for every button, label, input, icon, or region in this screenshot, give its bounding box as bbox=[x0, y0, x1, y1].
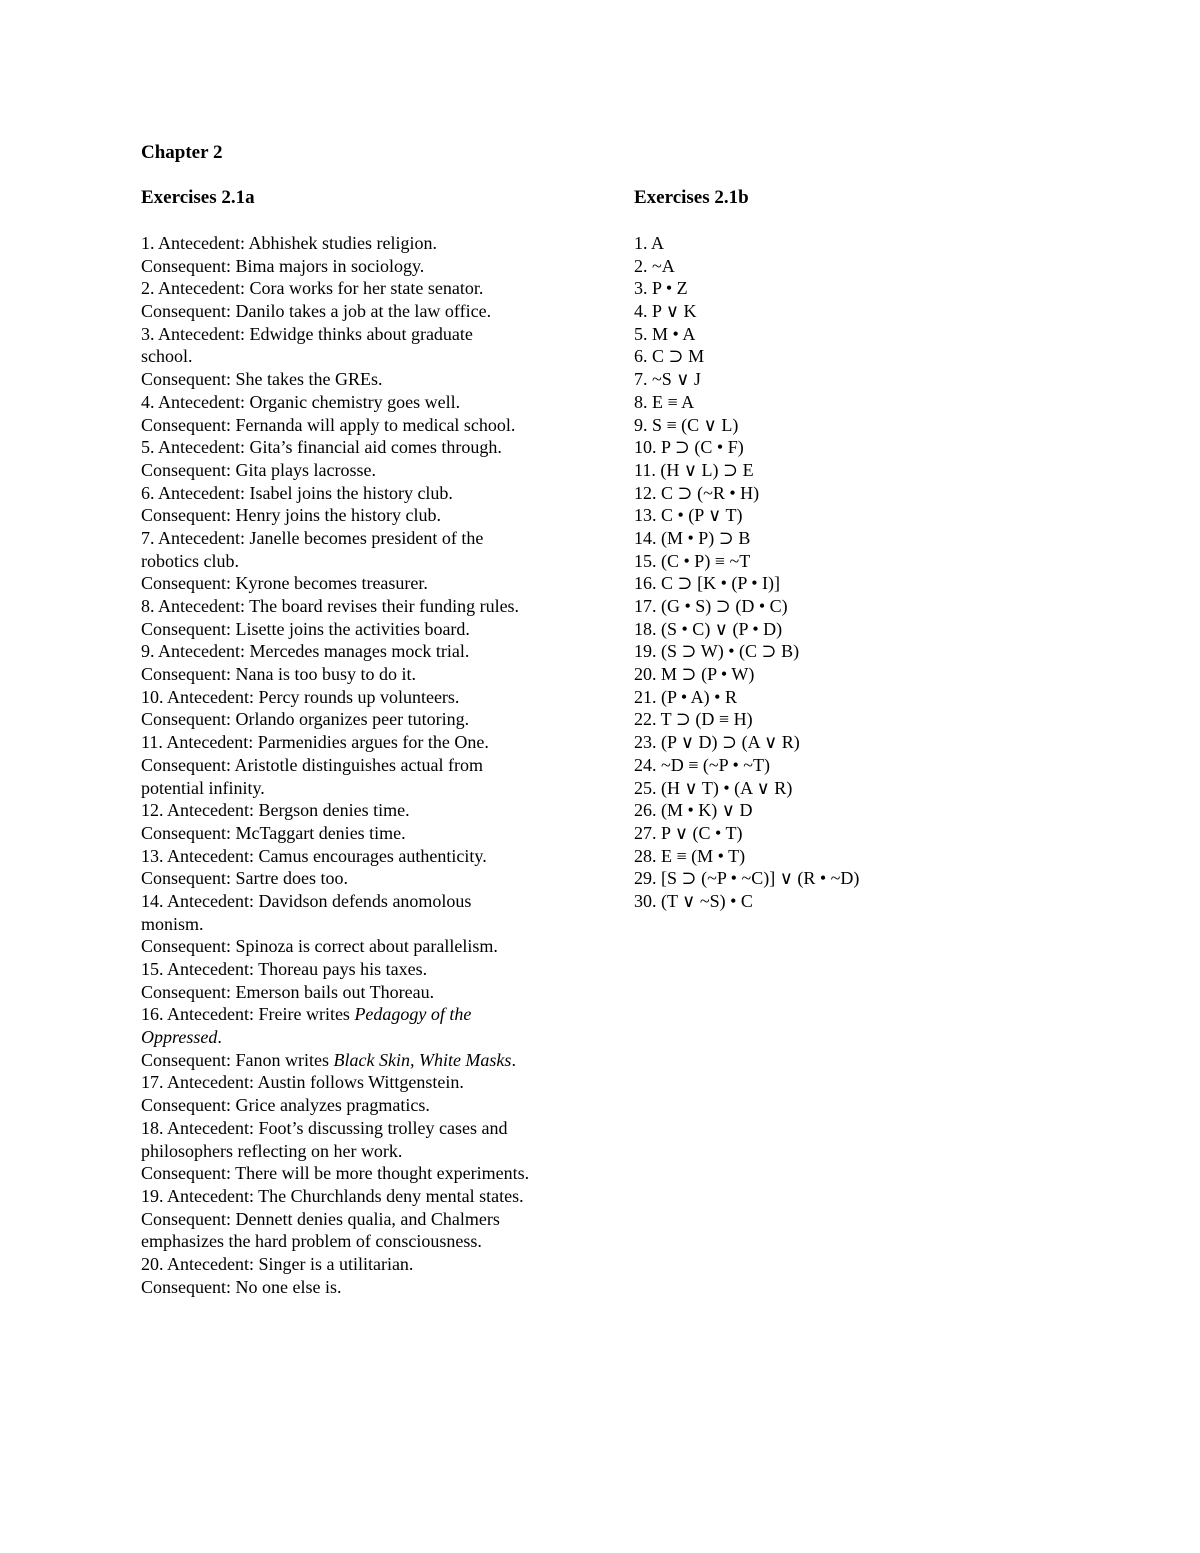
formula-line: 5. M • A bbox=[634, 323, 696, 344]
answer-line: Consequent: McTaggart denies time. bbox=[141, 822, 406, 843]
formula-line: 4. P ∨ K bbox=[634, 301, 697, 322]
answer-line: 7. Antecedent: Janelle becomes president of the bbox=[141, 527, 484, 548]
answer-line: Consequent: Spinoza is correct about parallelism. bbox=[141, 936, 498, 957]
answer-line: robotics club. bbox=[141, 550, 239, 571]
answer-line: 18. Antecedent: Foot’s discussing trolley cases and bbox=[141, 1117, 508, 1138]
exercises-2-1a-answers bbox=[141, 232, 571, 1298]
answer-line: Consequent: Aristotle distinguishes actual from bbox=[141, 754, 483, 775]
formula-line: 11. (H ∨ L) ⊃ E bbox=[634, 459, 754, 480]
answer-line: 14. Antecedent: Davidson defends anomolous bbox=[141, 890, 472, 911]
answer-line: 19. Antecedent: The Churchlands deny mental states. bbox=[141, 1185, 524, 1206]
formula-line: 12. C ⊃ (~R • H) bbox=[634, 482, 760, 503]
answer-line: Consequent: Henry joins the history club. bbox=[141, 505, 441, 526]
exercises-2-1a-heading: Exercises 2.1a bbox=[141, 187, 255, 208]
book-title: Black Skin, White Masks bbox=[333, 1049, 512, 1070]
answer-line: 11. Antecedent: Parmenidies argues for the One. bbox=[141, 732, 489, 753]
answer-line: 2. Antecedent: Cora works for her state senator. bbox=[141, 278, 484, 299]
answer-line: Consequent: Lisette joins the activities board. bbox=[141, 618, 470, 639]
answer-line: 1. Antecedent: Abhishek studies religion. bbox=[141, 233, 437, 253]
formula-line: 8. E ≡ A bbox=[634, 391, 695, 412]
answer-line: 3. Antecedent: Edwidge thinks about graduate bbox=[141, 323, 473, 344]
answer-line: Consequent: There will be more thought experiments. bbox=[141, 1163, 530, 1184]
answer-line bbox=[141, 1003, 571, 1026]
formula-line: 9. S ≡ (C ∨ L) bbox=[634, 414, 739, 435]
answer-line: 4. Antecedent: Organic chemistry goes well. bbox=[141, 391, 461, 412]
formula-line: 30. (T ∨ ~S) • C bbox=[634, 890, 753, 911]
answer-line: Consequent: Sartre does too. bbox=[141, 868, 348, 889]
formula-line: 19. (S ⊃ W) • (C ⊃ B) bbox=[634, 641, 800, 662]
answer-line: 13. Antecedent: Camus encourages authenticity. bbox=[141, 845, 487, 866]
answer-line: 10. Antecedent: Percy rounds up volunteers. bbox=[141, 686, 460, 707]
answer-line: Consequent: Bima majors in sociology. bbox=[141, 255, 425, 276]
chapter-title: Chapter 2 bbox=[141, 142, 223, 163]
book-title: Oppressed bbox=[141, 1027, 218, 1048]
answer-line: 9. Antecedent: Mercedes manages mock trial. bbox=[141, 641, 470, 662]
answer-line: 6. Antecedent: Isabel joins the history club. bbox=[141, 482, 453, 503]
answer-line: Consequent: Emerson bails out Thoreau. bbox=[141, 981, 435, 1002]
formula-line: 7. ~S ∨ J bbox=[634, 369, 701, 390]
formula-line: 1. A bbox=[634, 233, 665, 253]
formula-line: 2. ~A bbox=[634, 255, 675, 276]
formula-line: 28. E ≡ (M • T) bbox=[634, 845, 746, 866]
answer-line: 20. Antecedent: Singer is a utilitarian. bbox=[141, 1253, 414, 1274]
answer-line: Consequent: She takes the GREs. bbox=[141, 369, 383, 390]
answer-line: monism. bbox=[141, 913, 204, 934]
formula-line: 20. M ⊃ (P • W) bbox=[634, 664, 755, 685]
answer-line: 12. Antecedent: Bergson denies time. bbox=[141, 800, 410, 821]
book-title: Pedagogy of the bbox=[354, 1004, 472, 1025]
formula-line: 16. C ⊃ [K • (P • I)] bbox=[634, 573, 781, 594]
formula-line: 27. P ∨ (C • T) bbox=[634, 822, 743, 843]
formula-line: 15. (C • P) ≡ ~T bbox=[634, 550, 751, 571]
exercises-2-1b-answers bbox=[634, 232, 994, 913]
formula-line: 24. ~D ≡ (~P • ~T) bbox=[634, 754, 770, 775]
exercises-2-1b-heading: Exercises 2.1b bbox=[634, 187, 749, 208]
formula-line: 26. (M • K) ∨ D bbox=[634, 800, 753, 821]
answer-line: 8. Antecedent: The board revises their funding rules. bbox=[141, 596, 520, 616]
answer-line: school. bbox=[141, 346, 193, 367]
formula-line: 29. [S ⊃ (~P • ~C)] ∨ (R • ~D) bbox=[634, 868, 860, 889]
answer-line: 5. Antecedent: Gita’s financial aid comes through. bbox=[141, 437, 502, 458]
formula-line: 14. (M • P) ⊃ B bbox=[634, 527, 751, 548]
formula-line: 17. (G • S) ⊃ (D • C) bbox=[634, 596, 788, 616]
answer-text: 16. Antecedent: Freire writes bbox=[141, 1004, 355, 1025]
answer-line: Consequent: Danilo takes a job at the law office. bbox=[141, 301, 492, 322]
answer-text: Consequent: Fanon writes bbox=[141, 1049, 334, 1070]
formula-line: 6. C ⊃ M bbox=[634, 346, 705, 367]
answer-line: philosophers reflecting on her work. bbox=[141, 1140, 403, 1161]
answer-line: Consequent: Fernanda will apply to medical school. bbox=[141, 414, 516, 435]
formula-line: 22. T ⊃ (D ≡ H) bbox=[634, 709, 753, 730]
answer-line: potential infinity. bbox=[141, 777, 265, 798]
answer-text: . bbox=[217, 1027, 222, 1048]
answer-text: . bbox=[511, 1049, 516, 1070]
answer-line: Consequent: Dennett denies qualia, and Chalmers bbox=[141, 1208, 500, 1229]
answer-line bbox=[141, 1049, 571, 1072]
formula-line: 3. P • Z bbox=[634, 278, 688, 299]
answer-line: 17. Antecedent: Austin follows Wittgenstein. bbox=[141, 1072, 464, 1093]
formula-line: 23. (P ∨ D) ⊃ (A ∨ R) bbox=[634, 732, 800, 753]
formula-line: 10. P ⊃ (C • F) bbox=[634, 437, 744, 458]
answer-line: 15. Antecedent: Thoreau pays his taxes. bbox=[141, 959, 428, 979]
answer-line: Consequent: Kyrone becomes treasurer. bbox=[141, 573, 428, 594]
formula-line: 13. C • (P ∨ T) bbox=[634, 505, 743, 526]
answer-line: Consequent: Nana is too busy to do it. bbox=[141, 664, 416, 685]
answer-line: Consequent: Grice analyzes pragmatics. bbox=[141, 1095, 430, 1116]
formula-line: 18. (S • C) ∨ (P • D) bbox=[634, 618, 783, 639]
answer-line: Consequent: Orlando organizes peer tutoring. bbox=[141, 709, 470, 730]
answer-line: Consequent: Gita plays lacrosse. bbox=[141, 459, 376, 480]
answer-line: emphasizes the hard problem of consciousness. bbox=[141, 1231, 482, 1252]
answer-line: Consequent: No one else is. bbox=[141, 1276, 342, 1297]
answer-line bbox=[141, 1026, 571, 1049]
formula-line: 25. (H ∨ T) • (A ∨ R) bbox=[634, 777, 793, 798]
formula-line: 21. (P • A) • R bbox=[634, 686, 737, 707]
